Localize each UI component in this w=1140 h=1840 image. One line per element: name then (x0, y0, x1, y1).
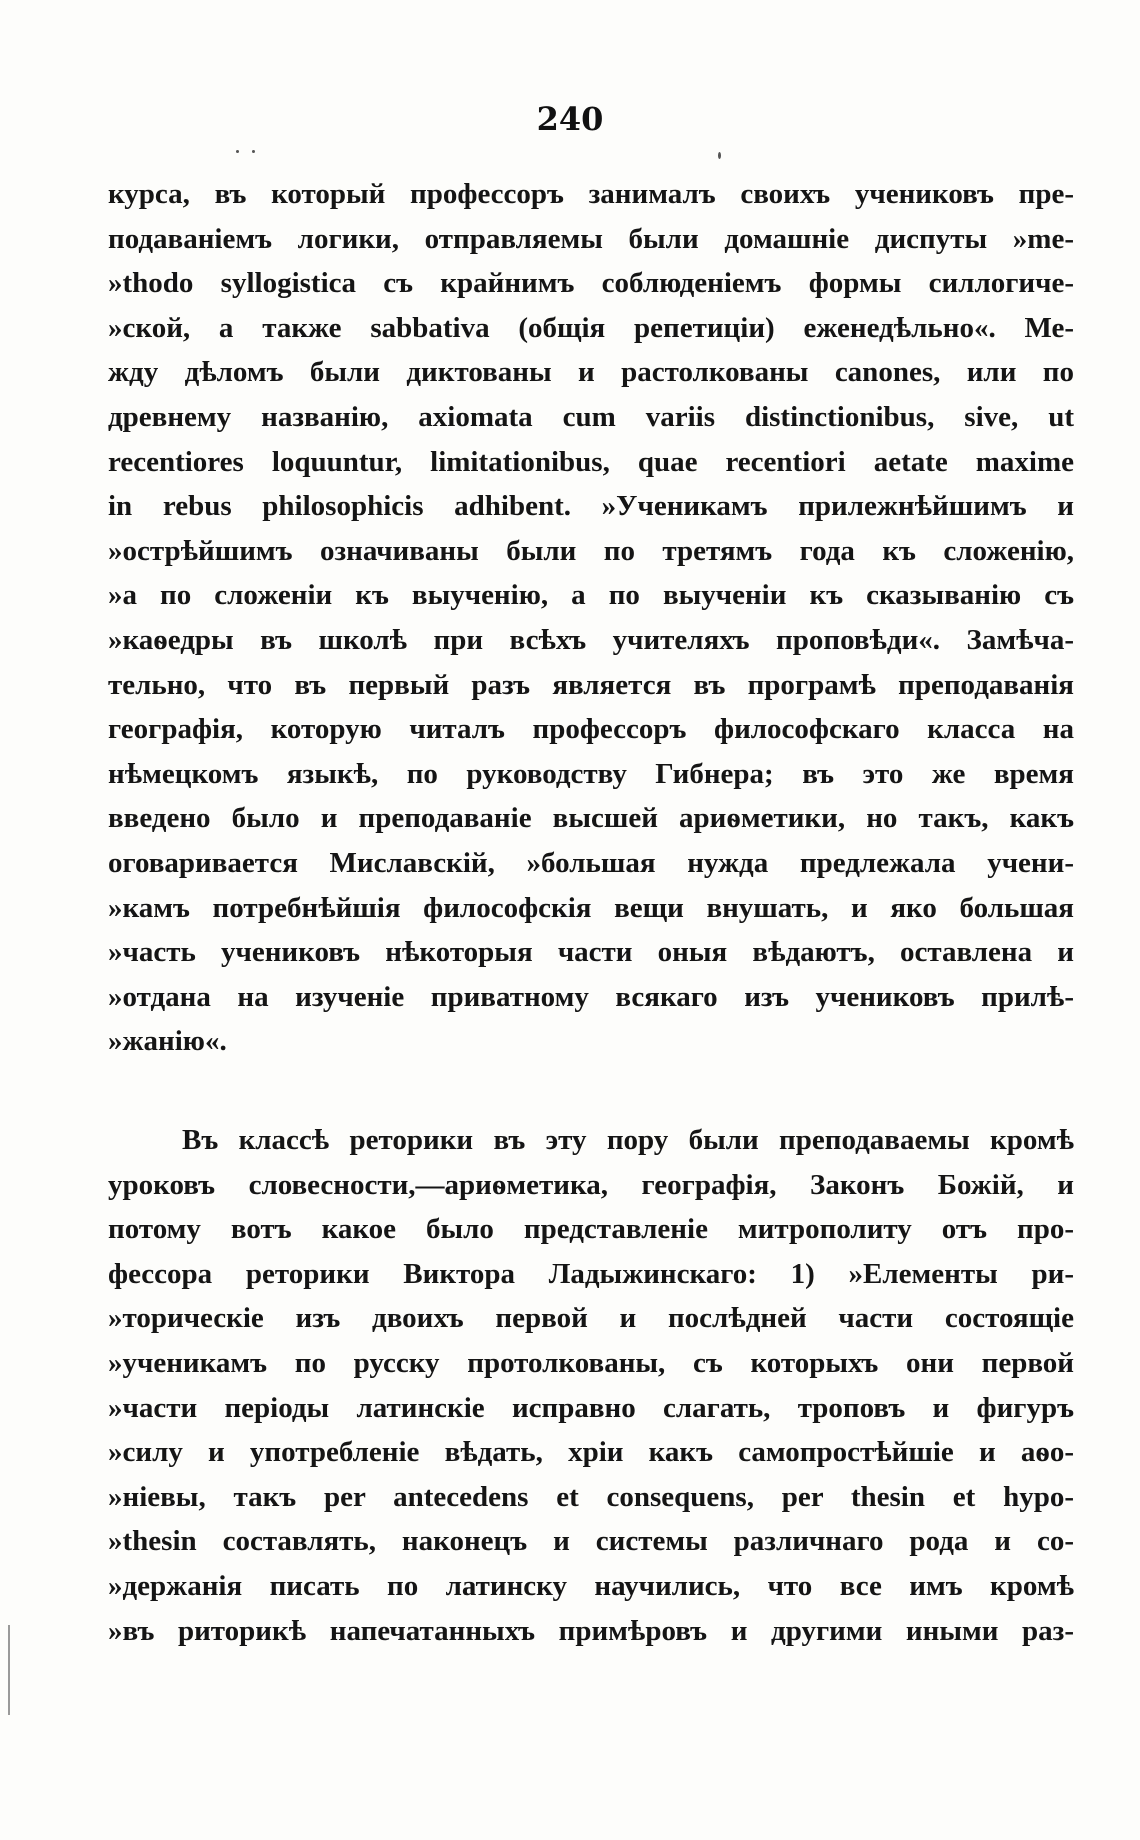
text-line: »каѳедры въ школѣ при всѣхъ учителяхъ проповѣди«. Замѣча- (108, 623, 1074, 656)
text-line: »въ риторикѣ напечатанныхъ примѣровъ и другими иными раз- (108, 1614, 1074, 1647)
text-line: тельно, что въ первый разъ является въ програмѣ преподаванія (108, 668, 1074, 701)
text-line: recentiores loquuntur, limitationibus, quae recentiori aetate maxime (108, 445, 1074, 478)
text-line: жду дѣломъ были диктованы и растолкованы canones, или по (108, 356, 1074, 389)
text-line: введено было и преподаваніе высшей ариѳметики, но такъ, какъ (108, 802, 1074, 835)
text-line: »силу и употребленіе вѣдать, хріи какъ самопростѣйшіе и аѳо- (108, 1436, 1074, 1469)
text-line: »thodo syllogistica съ крайнимъ соблюденіемъ формы силлогиче- (108, 267, 1074, 300)
text-line: Въ классѣ реторики въ эту пору были преподаваемы кромѣ (182, 1124, 1074, 1156)
text-line: фессора реторики Виктора Ладыжинскаго: 1) »Елементы ри- (108, 1257, 1074, 1290)
text-line: »часть учениковъ нѣкоторыя части оныя вѣдаютъ, оставлена и (108, 936, 1074, 969)
text-line: »части періоды латинскіе исправно слагать, троповъ и фигуръ (108, 1391, 1074, 1424)
text-line: »thesin составлять, наконецъ и системы различнаго рода и со- (108, 1525, 1074, 1558)
page-number: 240 (536, 100, 604, 138)
text-line: »ской, а также sabbativa (общія репетиціи) еженедѣльно«. Ме- (108, 311, 1074, 344)
scan-speck (718, 152, 721, 159)
scan-margin-mark (8, 1625, 10, 1715)
text-line: географія, которую читалъ профессоръ философскаго класса на (108, 713, 1074, 746)
text-line: нѣмецкомъ языкѣ, по руководству Гибнера; въ это же время (108, 757, 1074, 790)
text-line: уроковъ словесности,—ариѳметика, географія, Законъ Божій, и (108, 1168, 1074, 1201)
paragraph-2 (108, 1118, 1074, 1653)
text-line: оговаривается Миславскій, »большая нужда предлежала учени- (108, 846, 1074, 879)
text-line: древнему названію, axiomata cum variis distinctionibus, sive, ut (108, 400, 1074, 433)
scan-speck (236, 150, 239, 153)
text-line: »ученикамъ по русску протолкованы, съ которыхъ они первой (108, 1346, 1074, 1379)
scan-speck (252, 150, 255, 153)
text-line: »ніевы, такъ per antecedens et consequens, per thesin et hypo- (108, 1480, 1074, 1513)
text-line: »держанія писать по латинску научились, что все имъ кромѣ (108, 1569, 1074, 1602)
text-line: »торическіе изъ двоихъ первой и послѣдней части состоящіе (108, 1302, 1074, 1335)
text-line: in rebus philosophicis adhibent. »Ученикамъ прилежнѣйшимъ и (108, 490, 1074, 523)
text-line: »а по сложеніи къ выученію, а по выученіи къ сказыванію съ (108, 579, 1074, 612)
text-line: »отдана на изученіе приватному всякаго изъ учениковъ прилѣ- (108, 980, 1074, 1013)
text-line: подаваніемъ логики, отправляемы были домашніе диспуты »me- (108, 222, 1074, 255)
text-line: потому вотъ какое было представленіе митрополиту отъ про- (108, 1213, 1074, 1246)
text-line: курса, въ который профессоръ занималъ своихъ учениковъ пре- (108, 178, 1074, 210)
text-line: »острѣйшимъ означиваны были по третямъ года къ сложенію, (108, 534, 1074, 567)
text-line: »жанію«. (108, 1025, 227, 1058)
text-line: »камъ потребнѣйшія философскія вещи внушать, и яко большая (108, 891, 1074, 924)
paragraph-1 (108, 172, 1074, 1064)
